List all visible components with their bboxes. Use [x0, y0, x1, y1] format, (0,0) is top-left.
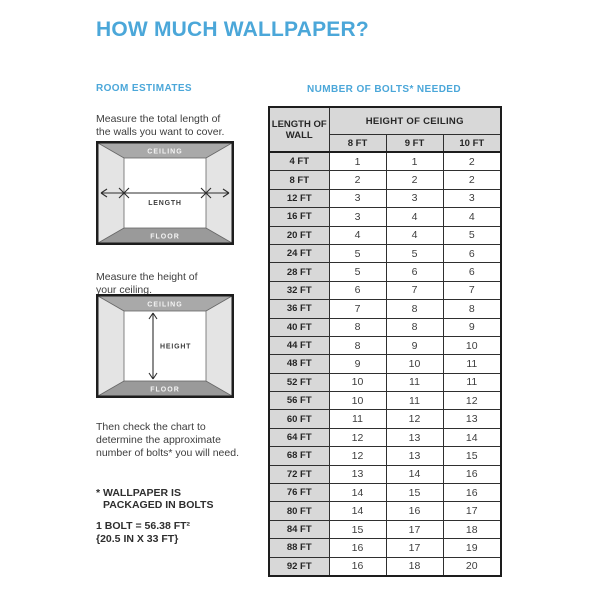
row-header-wall-length: 60 FT [269, 410, 329, 428]
bolt-count-cell: 11 [329, 410, 386, 428]
table-row [269, 189, 501, 207]
bolt-count-cell: 12 [443, 392, 501, 410]
table-header-row [269, 107, 501, 135]
table-row [269, 171, 501, 189]
bolt-count-cell: 8 [329, 318, 386, 336]
bolt-count-cell: 12 [386, 410, 443, 428]
ceiling-label: CEILING [147, 148, 183, 156]
table-row [269, 484, 501, 502]
table-row [269, 300, 501, 318]
text-line: * WALLPAPER IS [96, 486, 181, 499]
row-header-wall-length: 40 FT [269, 318, 329, 336]
table-row [269, 373, 501, 391]
text-line: your ceiling. [96, 283, 153, 296]
column-header-length-of-wall: LENGTH OF WALL [269, 107, 329, 152]
table-row [269, 520, 501, 538]
row-header-wall-length: 84 FT [269, 520, 329, 538]
row-header-wall-length: 20 FT [269, 226, 329, 244]
bolts-table-container [268, 106, 502, 577]
bolt-count-cell: 18 [386, 557, 443, 576]
bolt-count-cell: 6 [443, 244, 501, 262]
text-line: the walls you want to cover. [96, 125, 225, 138]
bolt-count-cell: 17 [443, 502, 501, 520]
bolt-count-cell: 1 [329, 152, 386, 171]
bolt-count-cell: 2 [443, 171, 501, 189]
wallpaper-bolts-footnote [96, 487, 213, 512]
instruction-measure-height [96, 271, 271, 297]
bolt-count-cell: 6 [329, 281, 386, 299]
bolt-count-cell: 9 [386, 336, 443, 354]
row-header-wall-length: 28 FT [269, 263, 329, 281]
table-row [269, 502, 501, 520]
bolt-count-cell: 13 [443, 410, 501, 428]
instruction-check-chart [96, 421, 271, 460]
bolt-count-cell: 11 [443, 373, 501, 391]
row-header-wall-length: 92 FT [269, 557, 329, 576]
row-header-wall-length: 68 FT [269, 447, 329, 465]
table-row [269, 318, 501, 336]
room-height-diagram [96, 294, 234, 398]
bolt-count-cell: 14 [329, 484, 386, 502]
bolt-count-cell: 7 [329, 300, 386, 318]
bolt-count-cell: 14 [329, 502, 386, 520]
table-row [269, 226, 501, 244]
bolt-count-cell: 3 [443, 189, 501, 207]
instruction-measure-length [96, 113, 271, 139]
bolt-count-cell: 5 [329, 244, 386, 262]
bolt-count-cell: 6 [443, 263, 501, 281]
bolt-count-cell: 17 [386, 520, 443, 538]
table-row [269, 392, 501, 410]
height-label: HEIGHT [160, 343, 192, 351]
bolt-count-cell: 5 [443, 226, 501, 244]
row-header-wall-length: 24 FT [269, 244, 329, 262]
bolt-count-cell: 15 [443, 447, 501, 465]
bolt-count-cell: 11 [386, 373, 443, 391]
table-row [269, 410, 501, 428]
bolts-table [268, 106, 502, 577]
bolt-count-cell: 17 [386, 539, 443, 557]
row-header-wall-length: 88 FT [269, 539, 329, 557]
row-header-wall-length: 44 FT [269, 336, 329, 354]
bolt-count-cell: 8 [329, 336, 386, 354]
bolt-count-cell: 10 [443, 336, 501, 354]
right-wall [206, 296, 232, 396]
bolt-count-cell: 12 [329, 447, 386, 465]
bolts-table-body [269, 152, 501, 576]
table-row [269, 428, 501, 446]
table-row [269, 244, 501, 262]
table-row [269, 336, 501, 354]
table-row [269, 447, 501, 465]
bolt-count-cell: 18 [443, 520, 501, 538]
bolt-count-cell: 15 [329, 520, 386, 538]
bolts-needed-heading: NUMBER OF BOLTS* NEEDED [306, 84, 462, 95]
table-row [269, 557, 501, 576]
table-row [269, 539, 501, 557]
column-header-10ft: 10 FT [443, 135, 501, 153]
bolt-count-cell: 4 [329, 226, 386, 244]
bolt-count-cell: 10 [329, 392, 386, 410]
bolt-count-cell: 16 [329, 557, 386, 576]
row-header-wall-length: 4 FT [269, 152, 329, 171]
bolt-count-cell: 9 [329, 355, 386, 373]
text-line: number of bolts* you will need. [96, 446, 239, 459]
bolt-count-cell: 16 [386, 502, 443, 520]
bolt-count-cell: 10 [329, 373, 386, 391]
bolt-count-cell: 20 [443, 557, 501, 576]
text-line: Then check the chart to [96, 420, 206, 433]
table-row [269, 152, 501, 171]
bolt-count-cell: 12 [329, 428, 386, 446]
row-header-wall-length: 8 FT [269, 171, 329, 189]
bolt-count-cell: 11 [386, 392, 443, 410]
bolt-size-spec [96, 520, 190, 546]
bolt-count-cell: 14 [386, 465, 443, 483]
row-header-wall-length: 48 FT [269, 355, 329, 373]
table-row [269, 208, 501, 226]
bolt-count-cell: 16 [443, 484, 501, 502]
column-header-8ft: 8 FT [329, 135, 386, 153]
text-line: Measure the total length of [96, 112, 221, 125]
bolt-count-cell: 5 [329, 263, 386, 281]
bolt-count-cell: 14 [443, 428, 501, 446]
bolt-count-cell: 3 [386, 189, 443, 207]
row-header-wall-length: 36 FT [269, 300, 329, 318]
bolt-count-cell: 8 [386, 300, 443, 318]
row-header-wall-length: 80 FT [269, 502, 329, 520]
bolt-count-cell: 6 [386, 263, 443, 281]
room-estimates-heading: ROOM ESTIMATES [96, 83, 192, 94]
ceiling-label: CEILING [147, 301, 183, 309]
bolt-count-cell: 8 [386, 318, 443, 336]
bolt-count-cell: 9 [443, 318, 501, 336]
column-header-9ft: 9 FT [386, 135, 443, 153]
text-line: PACKAGED IN BOLTS [103, 499, 214, 511]
bolt-count-cell: 8 [443, 300, 501, 318]
table-row [269, 281, 501, 299]
length-label: LENGTH [148, 200, 182, 207]
table-row [269, 263, 501, 281]
floor-label: FLOOR [150, 386, 180, 394]
bolt-count-cell: 11 [443, 355, 501, 373]
table-row [269, 355, 501, 373]
bolt-count-cell: 7 [443, 281, 501, 299]
bolt-count-cell: 4 [386, 208, 443, 226]
row-header-wall-length: 76 FT [269, 484, 329, 502]
bolt-count-cell: 3 [329, 189, 386, 207]
bolt-count-cell: 13 [386, 447, 443, 465]
bolt-count-cell: 10 [386, 355, 443, 373]
bolt-count-cell: 15 [386, 484, 443, 502]
column-group-header-height-of-ceiling: HEIGHT OF CEILING [329, 107, 501, 135]
bolt-count-cell: 4 [386, 226, 443, 244]
bolt-count-cell: 4 [443, 208, 501, 226]
text-line: 1 BOLT = 56.38 FT² [96, 519, 191, 532]
room-length-diagram [96, 141, 234, 245]
bolt-count-cell: 5 [386, 244, 443, 262]
bolt-count-cell: 16 [329, 539, 386, 557]
text-line: determine the approximate [96, 433, 221, 446]
row-header-wall-length: 32 FT [269, 281, 329, 299]
page-title: HOW MUCH WALLPAPER? [96, 18, 369, 41]
row-header-wall-length: 64 FT [269, 428, 329, 446]
row-header-wall-length: 52 FT [269, 373, 329, 391]
row-header-wall-length: 72 FT [269, 465, 329, 483]
bolt-count-cell: 13 [386, 428, 443, 446]
bolt-count-cell: 13 [329, 465, 386, 483]
table-row [269, 465, 501, 483]
row-header-wall-length: 12 FT [269, 189, 329, 207]
row-header-wall-length: 56 FT [269, 392, 329, 410]
bolt-count-cell: 7 [386, 281, 443, 299]
bolt-count-cell: 16 [443, 465, 501, 483]
bolt-count-cell: 3 [329, 208, 386, 226]
bolt-count-cell: 2 [443, 152, 501, 171]
bolt-count-cell: 1 [386, 152, 443, 171]
row-header-wall-length: 16 FT [269, 208, 329, 226]
text-line: {20.5 IN X 33 FT} [96, 532, 179, 545]
bolt-count-cell: 2 [329, 171, 386, 189]
bolt-count-cell: 2 [386, 171, 443, 189]
left-wall [98, 296, 124, 396]
bolt-count-cell: 19 [443, 539, 501, 557]
floor-label: FLOOR [150, 233, 180, 241]
text-line: Measure the height of [96, 270, 198, 283]
